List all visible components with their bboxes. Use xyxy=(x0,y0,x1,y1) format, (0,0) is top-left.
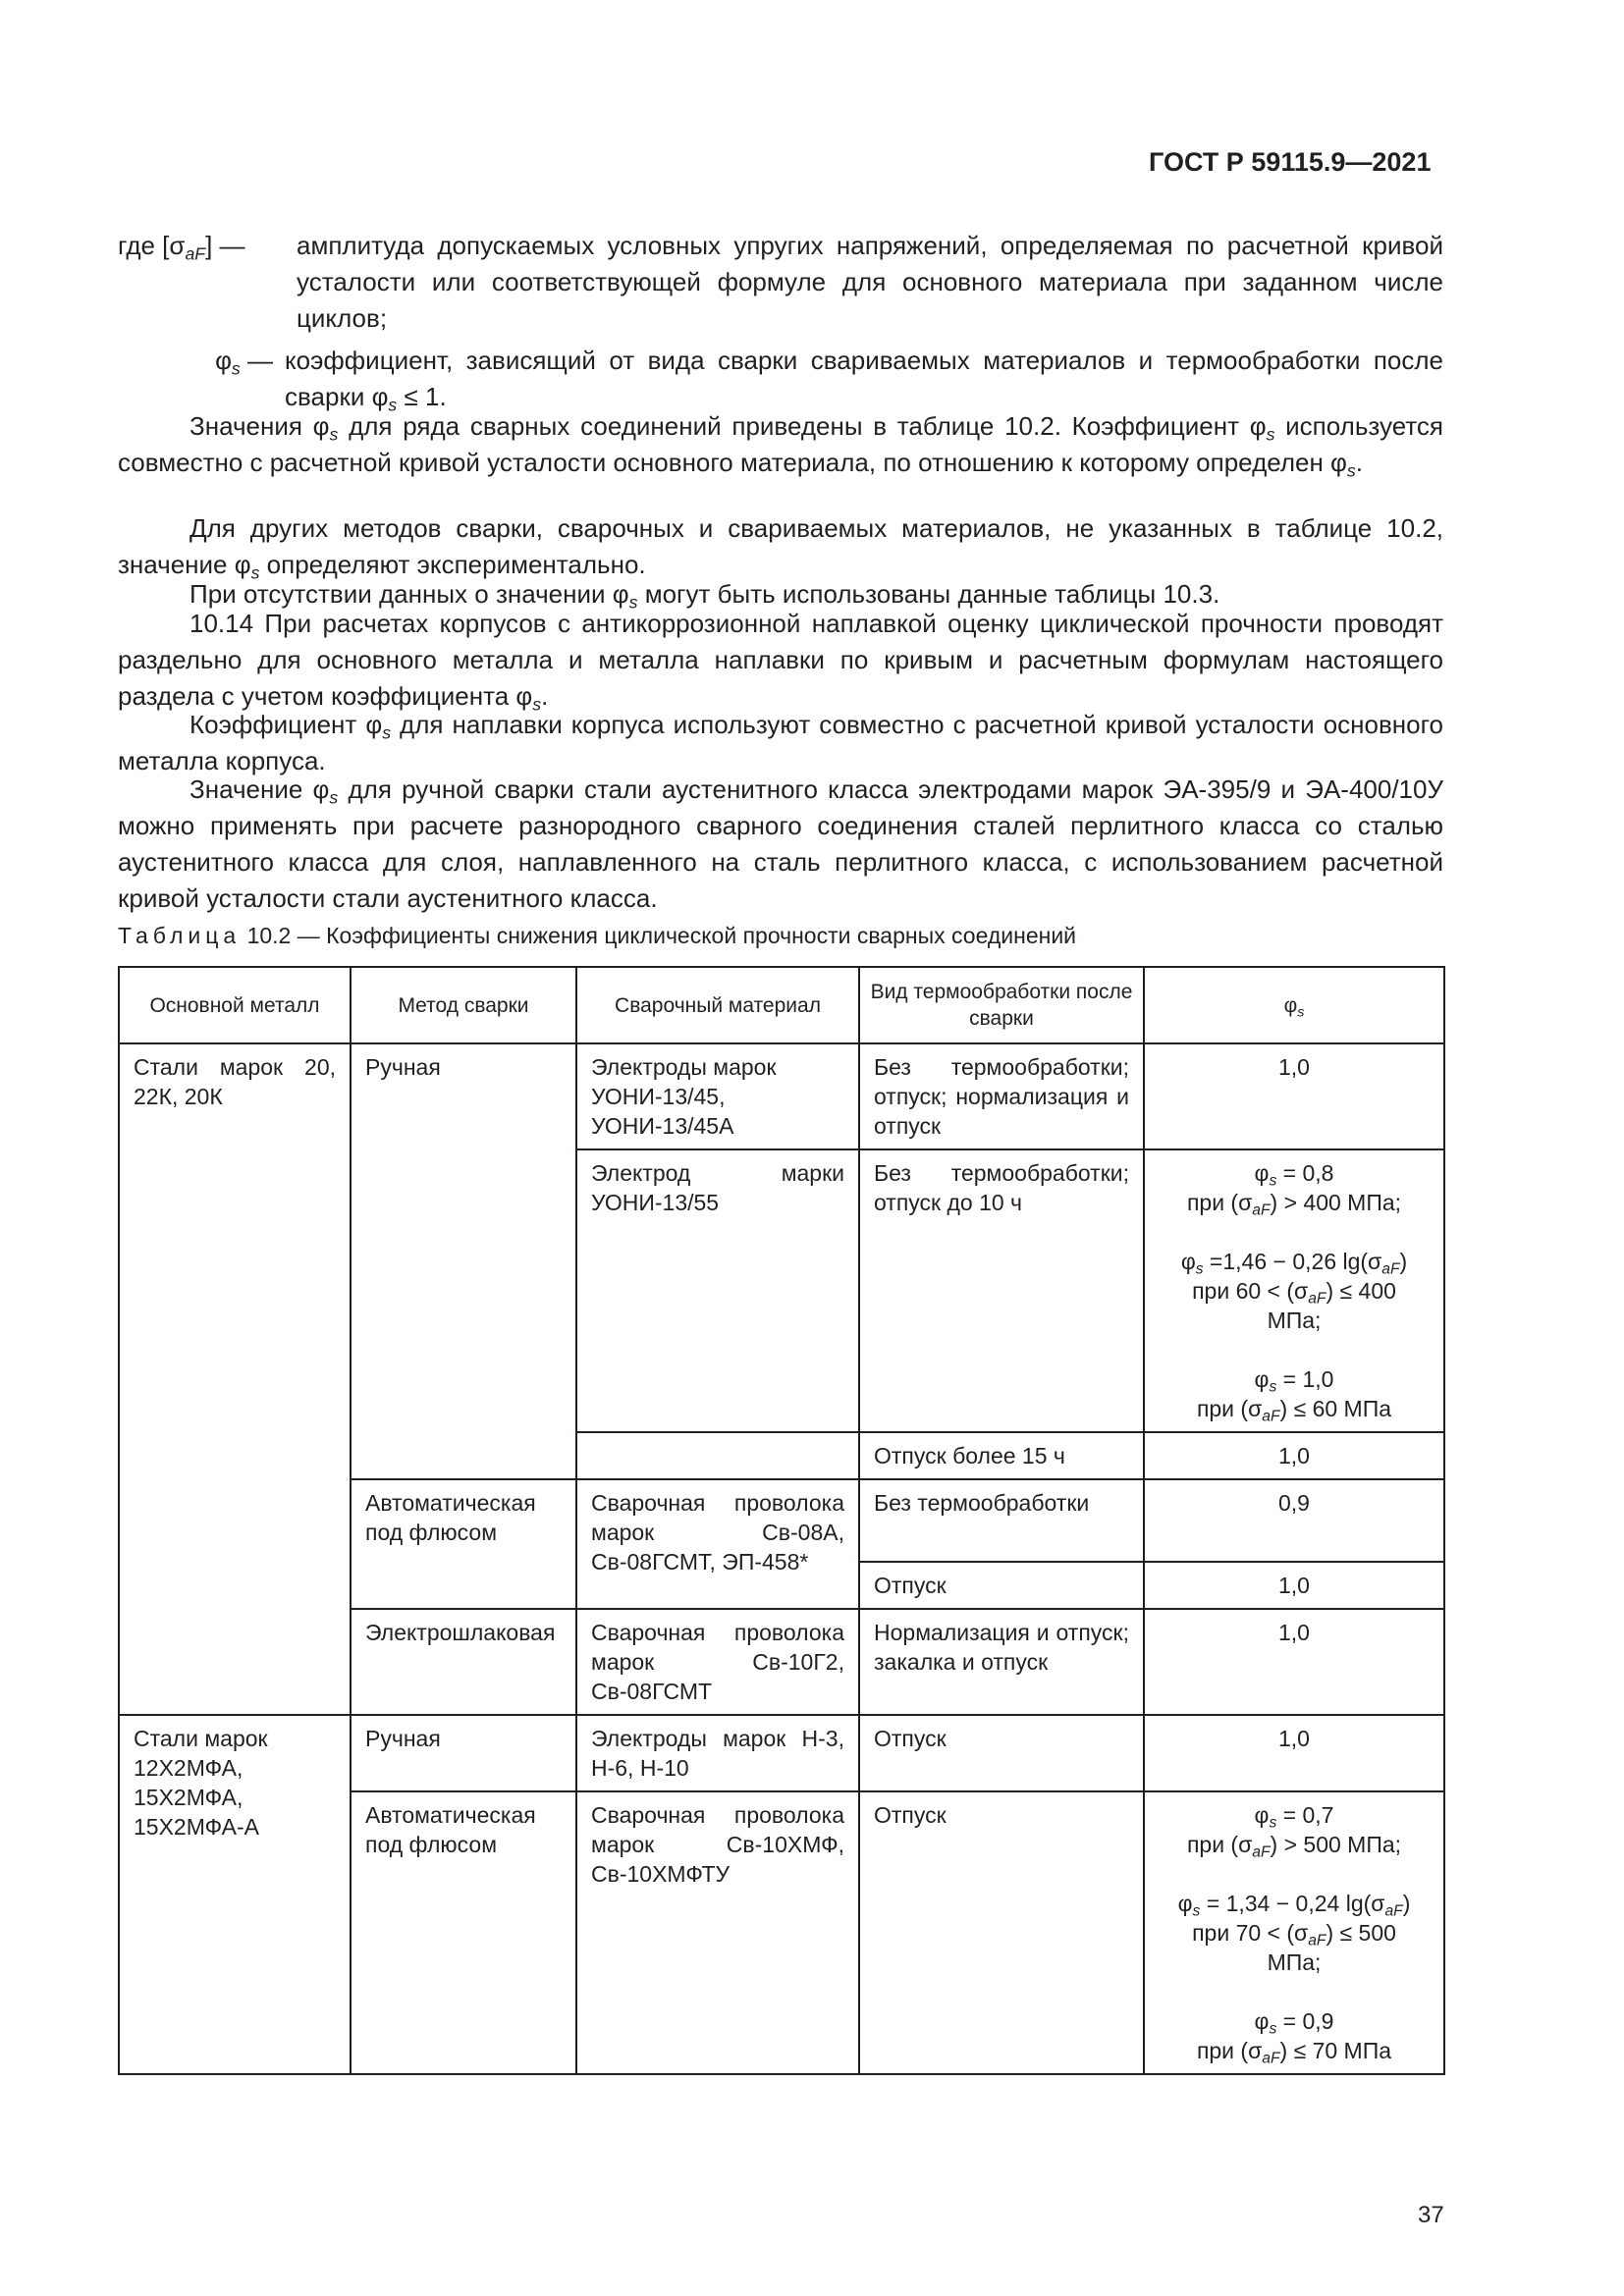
cell-phi: 1,0 xyxy=(1144,1432,1444,1479)
cell-method: Автоматическая под флюсом xyxy=(351,1791,576,2074)
cell-heat: Отпуск более 15 ч xyxy=(859,1432,1144,1479)
document-header: ГОСТ Р 59115.9—2021 xyxy=(1149,147,1432,177)
cell-phi-formula: $\varphi_s = 0,8$ при $(\sigma_{aF}) > 400$ МПа; $\varphi_s =1,46 - 0,26$ $\lg(\sigma_{aF})$ при $60 < (\sigma_{aF}) \le 400$ МПа; $\varphi_s = 1,0$ при $(\sigma_{aF}) \le 60$ МПа xyxy=(1144,1149,1444,1432)
cell-method: Автоматическая под флюсом xyxy=(351,1479,576,1609)
cell-heat: Нормализация и отпуск; закалка и отпуск xyxy=(859,1609,1144,1715)
cell-heat: Отпуск xyxy=(859,1715,1144,1791)
coefficients-table xyxy=(118,966,1445,2075)
cell-phi-formula: $\varphi_s = 0,7$ при $(\sigma_{aF}) > 500$ МПа; $\varphi_s = 1,34 - 0,24$ $\lg(\sigma_{aF})$ при $70 < (\sigma_{aF}) \le 500$ МПа; $\varphi_s = 0,9$ при $(\sigma_{aF}) \le 70$ МПа xyxy=(1144,1791,1444,2074)
paragraph-austenitic: Значение $\varphi_s$ для ручной сварки стали аустенитного класса электродами марок ЭА-395/9 и ЭА-400/10У можно применять при расчете разнородного сварного соединения сталей перлитного класса со сталью аустенитного класса для слоя, наплавленного на сталь перлитного класса, с использованием расчетной кривой усталости стали аустенитного класса. xyxy=(118,774,1443,913)
paragraph-phi-values: Значения $\varphi_s$ для ряда сварных соединений приведены в таблице 10.2. Коэффициент $\varphi_s$ используется совместно с расчетной кривой усталости основного материала, по отношению к которому определен $\varphi_s$. xyxy=(118,411,1443,481)
definition-text: амплитуда допускаемых условных упругих напряжений, определяемая по расчетной кривой усталости или соответствующей формуле для основного материала при заданном числе циклов; xyxy=(297,231,1443,333)
definition-sigma: где $[\sigma_{aF}]$ — амплитуда допускаемых условных упругих напряжений, определяемая по расчетной кривой усталости или соответствующей формуле для основного материала при заданном числе циклов; xyxy=(118,228,1443,337)
header-phi: $\varphi_s$ xyxy=(1144,967,1444,1043)
cell-material: Сварочная проволока марок Св-08А, Св-08ГСМТ, ЭП-458* xyxy=(576,1479,859,1609)
cell-base-metal: Стали марок 20, 22К, 20К xyxy=(119,1043,351,1715)
cell-phi: 0,9 xyxy=(1144,1479,1444,1562)
header-heat-treatment: Вид термообработки после сварки xyxy=(859,967,1144,1043)
paragraph-no-data: При отсутствии данных о значении $\varphi_s$ могут быть использованы данные таблицы 10.3. xyxy=(189,579,1220,613)
paragraph-cladding: Коэффициент $\varphi_s$ для наплавки корпуса используют совместно с расчетной кривой усталости основного металла корпуса. xyxy=(118,710,1443,775)
cell-phi: 1,0 xyxy=(1144,1609,1444,1715)
cell-material: Сварочная проволока марок Св-10Г2, Св-08ГСМТ xyxy=(576,1609,859,1715)
cell-method: Ручная xyxy=(351,1043,576,1479)
cell-material: Сварочная проволока марок Св-10ХМФ, Св-10ХМФТУ xyxy=(576,1791,859,2074)
header-base-metal: Основной металл xyxy=(119,967,351,1043)
cell-method: Ручная xyxy=(351,1715,576,1791)
paragraph-10-14: 10.14 При расчетах корпусов с антикоррозионной наплавкой оценку циклической прочности проводят раздельно для основного металла и металла наплавки по кривым и расчетным формулам настоящего раздела с учетом коэффициента $\varphi_s$. xyxy=(118,609,1443,715)
definitions-block xyxy=(118,228,1443,415)
table-caption: Таблица 10.2 — Коэффициенты снижения циклической прочности сварных соединений xyxy=(118,923,1077,948)
cell-heat: Без термообработки; отпуск; нормализация и отпуск xyxy=(859,1043,1144,1149)
cell-phi: 1,0 xyxy=(1144,1562,1444,1609)
cell-phi: 1,0 xyxy=(1144,1715,1444,1791)
cell-heat: Отпуск xyxy=(859,1791,1144,2074)
definition-text: коэффициент, зависящий от вида сварки свариваемых материалов и термообработки после сварки $\varphi_s \le 1$. xyxy=(285,346,1443,415)
cell-heat: Без термообработки xyxy=(859,1479,1144,1562)
cell-material: Электрод марки УОНИ-13/55 xyxy=(576,1149,859,1432)
cell-method: Электрошлаковая xyxy=(351,1609,576,1715)
header-welding-material: Сварочный материал xyxy=(576,967,859,1043)
table-header-row xyxy=(119,967,1444,1043)
table-row xyxy=(119,1043,1444,1149)
cell-material-empty xyxy=(576,1432,859,1479)
cell-base-metal: Стали марок 12Х2МФА, 15Х2МФА, 15Х2МФА-А xyxy=(119,1715,351,2074)
paragraph-other-methods: Для других методов сварки, сварочных и свариваемых материалов, не указанных в таблице 10.2, значение $\varphi_s$ определяют экспериментально. xyxy=(118,513,1443,583)
cell-phi: 1,0 xyxy=(1144,1043,1444,1149)
cell-heat: Отпуск xyxy=(859,1562,1144,1609)
table-row xyxy=(119,1715,1444,1791)
cell-material: Электроды марок Н-3, Н-6, Н-10 xyxy=(576,1715,859,1791)
cell-heat: Без термообработки; отпуск до 10 ч xyxy=(859,1149,1144,1432)
definition-phi: $\varphi_s$ — коэффициент, зависящий от вида сварки свариваемых материалов и термообработки после сварки $\varphi_s \le 1$. xyxy=(118,343,1443,415)
header-welding-method: Метод сварки xyxy=(351,967,576,1043)
page-number: 37 xyxy=(1418,2202,1444,2228)
cell-material: Электроды марок УОНИ-13/45, УОНИ-13/45А xyxy=(576,1043,859,1149)
